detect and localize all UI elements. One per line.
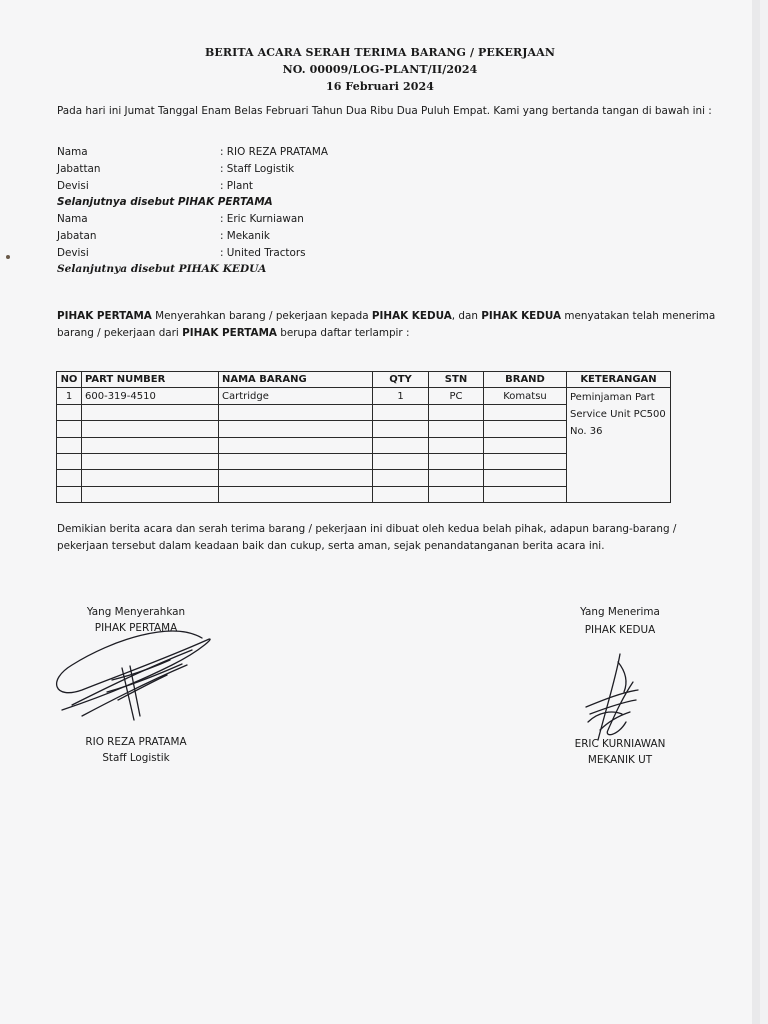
party1-division-label: Devisi	[57, 180, 89, 192]
statement-text: Menyerahkan barang / pekerjaan kepada	[151, 310, 372, 322]
intro-text: Pada hari ini Jumat Tanggal Enam Belas Februari Tahun Dua Ribu Dua Puluh Empat. Kami yang bertanda tangan di bawah ini :	[57, 105, 712, 117]
party2-division-label: Devisi	[57, 247, 89, 259]
col-header-nama-barang: NAMA BARANG	[219, 372, 373, 388]
right-sign-party: PIHAK KEDUA	[584, 624, 656, 636]
col-header-brand: BRAND	[484, 372, 567, 388]
cell-qty: 1	[373, 388, 429, 404]
col-header-qty: QTY	[373, 372, 429, 388]
closing-paragraph: Demikian berita acara dan serah terima barang / pekerjaan ini dibuat oleh kedua belah pihak, adapun barang-barang / pekerjaan tersebut dalam keadaan baik dan cukup, serta aman, sejak penandatanganan berita acara ini.	[57, 523, 677, 552]
cell-keterangan: Peminjaman Part Service Unit PC500 No. 36	[567, 388, 671, 503]
party2-name-label: Nama	[57, 213, 88, 225]
party1-position-value: : Staff Logistik	[220, 163, 295, 175]
right-sign-title: MEKANIK UT	[587, 754, 653, 766]
cell-nama-barang: Cartridge	[219, 388, 373, 404]
left-sign-role: Yang Menyerahkan	[86, 606, 186, 618]
items-table	[56, 371, 671, 503]
party2-position-label: Jabatan	[57, 230, 97, 242]
col-header-stn: STN	[429, 372, 484, 388]
statement-paragraph	[57, 308, 717, 342]
paper-speck	[6, 255, 10, 259]
party1-name-label: Nama	[57, 146, 88, 158]
col-header-keterangan: KETERANGAN	[567, 372, 671, 388]
cell-stn: PC	[429, 388, 484, 404]
statement-text: berupa daftar terlampir :	[276, 327, 410, 339]
statement-bold: PIHAK PERTAMA	[182, 327, 277, 339]
party1-division-value: : Plant	[220, 180, 253, 192]
cell-brand: Komatsu	[484, 388, 567, 404]
party1-name-value: : RIO REZA PRATAMA	[220, 146, 328, 158]
statement-text: menyatakan telah menerima barang / pekerjaan dari	[57, 310, 716, 339]
page-edge	[752, 0, 760, 1024]
party1-position-label: Jabattan	[57, 163, 101, 175]
statement-bold: PIHAK KEDUA	[371, 310, 452, 322]
statement-bold: PIHAK KEDUA	[481, 310, 562, 322]
document-date: 16 Februari 2024	[326, 80, 434, 93]
right-sign-name: ERIC KURNIAWAN	[574, 738, 666, 750]
party2-designation: Selanjutnya disebut PIHAK KEDUA	[57, 263, 267, 275]
party2-division-value: : United Tractors	[220, 247, 306, 259]
cell-no: 1	[57, 388, 82, 404]
right-sign-role: Yang Menerima	[580, 606, 660, 618]
party2-position-value: : Mekanik	[220, 230, 270, 242]
document-title: BERITA ACARA SERAH TERIMA BARANG / PEKERJAAN	[205, 46, 555, 59]
table-header-row	[57, 372, 671, 388]
left-signature-image	[52, 620, 217, 725]
statement-bold: PIHAK PERTAMA	[57, 310, 152, 322]
left-sign-party: PIHAK PERTAMA	[94, 622, 178, 634]
party1-designation: Selanjutnya disebut PIHAK PERTAMA	[57, 196, 273, 208]
right-signature-image	[578, 652, 648, 744]
cell-part-number: 600-319-4510	[82, 388, 219, 404]
col-header-no: NO	[57, 372, 82, 388]
party2-name-value: : Eric Kurniawan	[220, 213, 304, 225]
col-header-part-number: PART NUMBER	[82, 372, 219, 388]
document-number: NO. 00009/LOG-PLANT/II/2024	[282, 63, 478, 76]
table-row	[57, 388, 671, 404]
statement-text: , dan	[451, 310, 482, 322]
left-sign-name: RIO REZA PRATAMA	[85, 736, 187, 748]
left-sign-title: Staff Logistik	[102, 752, 170, 764]
